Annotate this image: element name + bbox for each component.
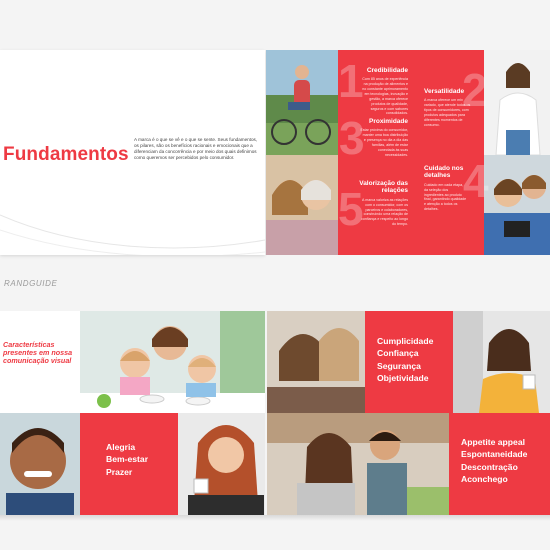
attribute-item: Descontração — [461, 461, 518, 472]
photo-redhead-woman-drinking — [178, 413, 265, 515]
attribute-item: Confiança — [377, 348, 419, 359]
photo-boy-milk — [0, 413, 80, 515]
section-title: Cuidado nos detalhes — [424, 165, 464, 180]
section-title: Proximidade — [368, 118, 408, 125]
photo-mother-children-breakfast — [80, 311, 265, 413]
section-number-5: 5 — [338, 183, 364, 235]
photo-family-bicycle — [266, 50, 338, 155]
section-number-1: 1 — [338, 55, 364, 107]
section-text: A marca valoriza as relações com o consumidor, com os parceiros e colaboradores, construindo uma relação de confiança e respeito ao longo do tempo. — [361, 197, 408, 227]
attribute-item: Prazer — [106, 466, 133, 477]
photo-friends-whispering — [267, 311, 365, 413]
section-number-3: 3 — [339, 112, 365, 164]
section-text: Cuidado em cada etapa, da seleção dos ingredientes ao produto final, garantindo qualidade e atenção a todos os detalhes. — [424, 182, 467, 212]
attribute-item: Aconchego — [461, 474, 508, 485]
page-title: Fundamentos — [3, 144, 129, 165]
section-versatilidade — [424, 88, 474, 128]
section-title: Credibilidade — [366, 67, 408, 74]
attribute-item: Cumplicidade — [377, 336, 434, 346]
fundamentos-description: A marca é o que se vê e o que se sente. Seus fundamentos, os pilares, são os benefícios racionais e emocionais que a diferenciam da concorrência e por meio dos quais definimos como queremos ser percebidos pelo consumidor. — [134, 137, 258, 160]
section-proximidade — [360, 118, 408, 158]
attribute-item: Segurança — [377, 360, 421, 371]
photo-couple-kitchen — [267, 413, 449, 515]
photo-woman-with-cup — [453, 311, 550, 413]
photo-children-tablet — [484, 155, 550, 255]
attribute-item: Espontaneidade — [461, 449, 528, 460]
bottom-shadow — [0, 515, 550, 521]
photo-grandmother-granddaughter — [266, 155, 338, 255]
section-number-4: 4 — [463, 155, 489, 207]
section-text: A marca oferece um mix variado, que atende todos os tipos de consumidores, com produtos adequados para diferentes momentos de consumo. — [424, 98, 471, 127]
attribute-item: Objetividade — [377, 373, 429, 384]
section-number-2: 2 — [462, 64, 488, 116]
section-cuidado — [424, 165, 468, 212]
attribute-item: Bem-estar — [106, 454, 149, 465]
photo-woman-portrait — [484, 50, 550, 155]
attribute-item: Appetite appeal — [461, 437, 525, 447]
characteristics-title: Características presentes em nossa comunicação visual — [3, 340, 73, 366]
section-text: Estar próxima do consumidor, manter uma boa distribuição e presença no dia a dia das famílias, além de estar conectada às suas necessidades. — [360, 128, 408, 157]
attributes-list-c — [461, 436, 527, 486]
brandguide-label: RANDGUIDE — [4, 279, 58, 288]
section-text: Com 85 anos de experiência na produção de alimentos e no constante aprimoramento em tecnologias, inovação e gestão, a marca oferece produtos de qualidade, seguros e com sabores consolidados. — [362, 77, 408, 116]
section-valorizacao — [358, 180, 408, 227]
attribute-item: Alegria — [106, 442, 136, 452]
section-title: Versatilidade — [424, 88, 465, 95]
section-title: Valorização das relações — [359, 180, 408, 195]
decorative-curve — [0, 170, 265, 255]
attributes-list-b — [377, 335, 433, 385]
section-credibilidade — [360, 67, 408, 116]
attributes-list-a — [106, 441, 148, 478]
